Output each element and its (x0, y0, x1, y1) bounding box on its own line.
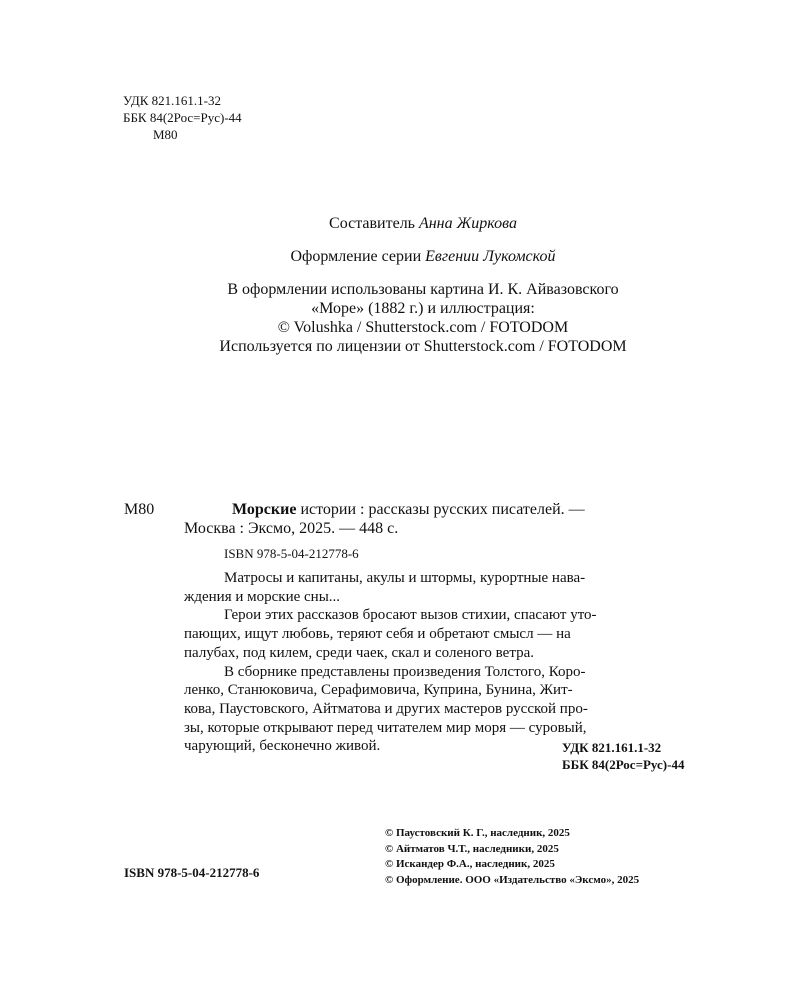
copyright-line: © Оформление. ООО «Издательство «Эксмо», 2025 (385, 873, 640, 886)
annotation-paragraph-2-cont (184, 625, 724, 662)
annotation-paragraph-1-cont (184, 588, 724, 607)
record-classification-codes (562, 739, 684, 773)
bibliographic-isbn: ISBN 978-5-04-212778-6 (224, 546, 359, 561)
compiler-name: Анна Жиркова (418, 215, 517, 232)
annotation-line: палубах, под килем, среди чаек, скал и соленого ветра. (184, 644, 534, 661)
illustration-line-2: «Море» (1882 г.) и иллюстрация: (311, 300, 535, 317)
annotation-paragraph-1 (184, 569, 724, 588)
annotation-line: ждения и морские сны... (184, 588, 341, 605)
annotation-paragraph-3 (184, 663, 724, 682)
annotation-paragraph-2 (184, 606, 724, 625)
series-design-line (0, 247, 800, 266)
author-mark: М80 (153, 127, 178, 142)
compiler-line (0, 214, 800, 233)
record-bbk-code: ББК 84(2Рос=Рус)-44 (562, 757, 685, 772)
bbk-code: ББК 84(2Рос=Рус)-44 (123, 110, 242, 125)
record-udk-code: УДК 821.161.1-32 (562, 740, 662, 755)
annotation-line: кова, Паустовского, Айтматова и других мастеров русской про- (184, 700, 588, 717)
series-label: Оформление серии (290, 248, 426, 265)
book-title-rest: истории : рассказы русских писателей. — (296, 501, 585, 518)
copyright-block (385, 826, 639, 888)
publication-info: Москва : Эксмо, 2025. — 448 с. (184, 520, 399, 537)
udk-code: УДК 821.161.1-32 (123, 93, 222, 108)
copyright-line: © Искандер Ф.А., наследник, 2025 (385, 858, 555, 870)
annotation-line: Герои этих рассказов бросают вызов стихии, спасают уто- (224, 607, 597, 624)
annotation-line: ленко, Станюковича, Серафимовича, Куприна, Бунина, Жит- (184, 682, 573, 699)
top-classification-codes (123, 92, 242, 143)
copyright-line: © Айтматов Ч.Т., наследники, 2025 (385, 842, 559, 855)
annotation-line: зы, которые открывают перед читателем мир моря — суровый, (184, 719, 587, 736)
annotation-line: В сборнике представлены произведения Толстого, Коро- (224, 663, 586, 680)
compiler-label: Составитель (329, 215, 419, 232)
annotation-line: пающих, ищут любовь, теряют себя и обретают смысл — на (184, 626, 571, 643)
bibliographic-author-mark: М80 (124, 501, 155, 518)
illustration-line-3: © Volushka / Shutterstock.com / FOTODOM (277, 319, 569, 336)
bottom-isbn: ISBN 978-5-04-212778-6 (124, 865, 260, 880)
book-title-line (184, 500, 724, 519)
annotation-line: чарующий, бесконечно живой. (184, 738, 381, 755)
credits-block (0, 214, 800, 356)
license-line: Используется по лицензии от Shutterstock.com / FOTODOM (219, 338, 627, 355)
book-title-bold: Морские (232, 501, 297, 518)
bibliographic-record (184, 500, 724, 756)
copyright-line: © Паустовский К. Г., наследник, 2025 (385, 827, 570, 839)
annotation-line: Матросы и капитаны, акулы и штормы, курортные нава- (224, 570, 586, 586)
series-designer: Евгении Лукомской (425, 248, 556, 265)
illustration-line-1: В оформлении использованы картина И. К. Айвазовского (227, 281, 619, 298)
